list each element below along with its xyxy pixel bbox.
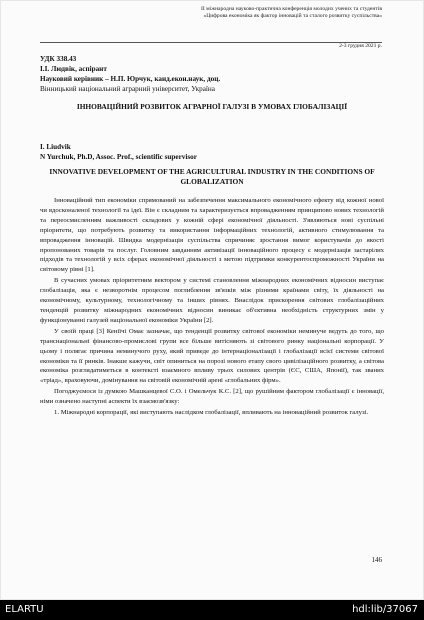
author-en-line-2: N Yurchuk, Ph.D, Assoc. Prof., scientific supervisor <box>40 153 197 161</box>
repository-name: ELARTU <box>5 604 44 615</box>
article-meta <box>40 54 380 94</box>
title-ukrainian: ІННОВАЦІЙНИЙ РОЗВИТОК АГРАРНОЇ ГАЛУЗІ В УМОВАХ ГЛОБАЛІЗАЦІЇ <box>76 102 348 111</box>
body-paragraph: У своїй праці [3] Кеніїчі Омає зазначає, що тенденції розвитку світової економіки неминуче ведуть до того, що транснаціональні фінансово-промислові групи все більше витісняють зі світового ринку національні корпорації. У цьому і полягає причина неминучого руху, який приведе до інтернаціоналізації і глобалізації всієї системи світової економіки та її ринків. Інакше кажучи, світ опиниться на порозі нового етапу свого цивілізаційного розвитку, а світова економіка розглядатиметься в контексті взаємного впливу трьох силових центрів (ЄС, США, Японії), так званих «тріад», враховуючи, домінування на світовій економічній арені «глобальних фірм». <box>40 327 384 385</box>
author-line: І.І. Людвік, аспірант <box>40 65 107 73</box>
header-line-1: ІІ міжнародна науково-практична конференція молодих учених та студентів <box>200 6 382 12</box>
affiliation-line: Вінницький національний аграрний університет, Україна <box>40 85 215 93</box>
running-header <box>82 6 382 20</box>
body-paragraph: В сучасних умовах пріоритетним вектором у системі становлення міжнародних економічних відносин виступає глобалізація, яка є незворотнім процесом поглиблення зв'язків між різними країнами світу, їх діяльності на економічному, культурному, технологічному та інших рівнях. Внаслідок прискорення світових глобалізаційних тенденцій розвитку міжнародних економічних відносин виникає об'єктивна необхідність структурних змін у функціонуванні галузей національної економіки України [2]. <box>40 277 384 324</box>
authors-english <box>40 142 380 162</box>
supervisor-line: Науковий керівник – Н.П. Юрчук, канд.екон.наук, доц. <box>40 75 221 83</box>
body-paragraph: Погоджуємося із думкою Машканцевої С.О. і Омельчук К.С. [2], що рушійним фактором глобалізації є інновації, німи означено наступні аспекти їх взаємозв'язку: <box>40 388 384 406</box>
author-en-line-1: I. Liudvik <box>40 143 71 151</box>
repository-footer-bar <box>0 600 424 620</box>
article-body <box>40 196 384 419</box>
title-english: INNOVATIVE DEVELOPMENT OF THE AGRICULTURAL INDUSTRY IN THE CONDITIONS OF GLOBALIZATION <box>49 167 375 186</box>
header-line-2: «Цифрова економіка як фактор інновацій та сталого розвитку суспільства» <box>203 13 382 19</box>
udk-code: УДК 338.43 <box>40 55 77 63</box>
header-divider <box>40 42 382 43</box>
body-paragraph: 1. Міжнародні корпорації, які виступають наслідком глобалізації, впливають на інноваційний розвиток галузі. <box>54 409 369 417</box>
header-date: 2-3 грудня 2021 р. <box>339 43 382 49</box>
body-paragraph: Інноваційний тип економіки спрямований на забезпечення максимального економічного ефекту від кожної нової чи вдосконаленої технології та ідеї. Він є складним та характеризується впровадженням принципово нових технологій та переосмисленням важливості складових у кожній сфері економічної діяльності. З'являються нові суспільні пріоритети, що потребують розвитку та використання інформаційних технологій, активного стимулювання та впровадження інновацій. Швидка модернізація суспільства спричиняє зростання вимог користувачів до якості пропонованих товарів та послуг. Головним завданням активізації інноваційного процесу є модернізація застарілих підходів та технологій у всіх сферах економічної діяльності з метою підтримки конкурентоспроможності України на світовому рівні [1]. <box>40 197 384 274</box>
page-number: 146 <box>371 556 382 564</box>
handle-identifier[interactable]: hdl:lib/37067 <box>352 604 418 615</box>
